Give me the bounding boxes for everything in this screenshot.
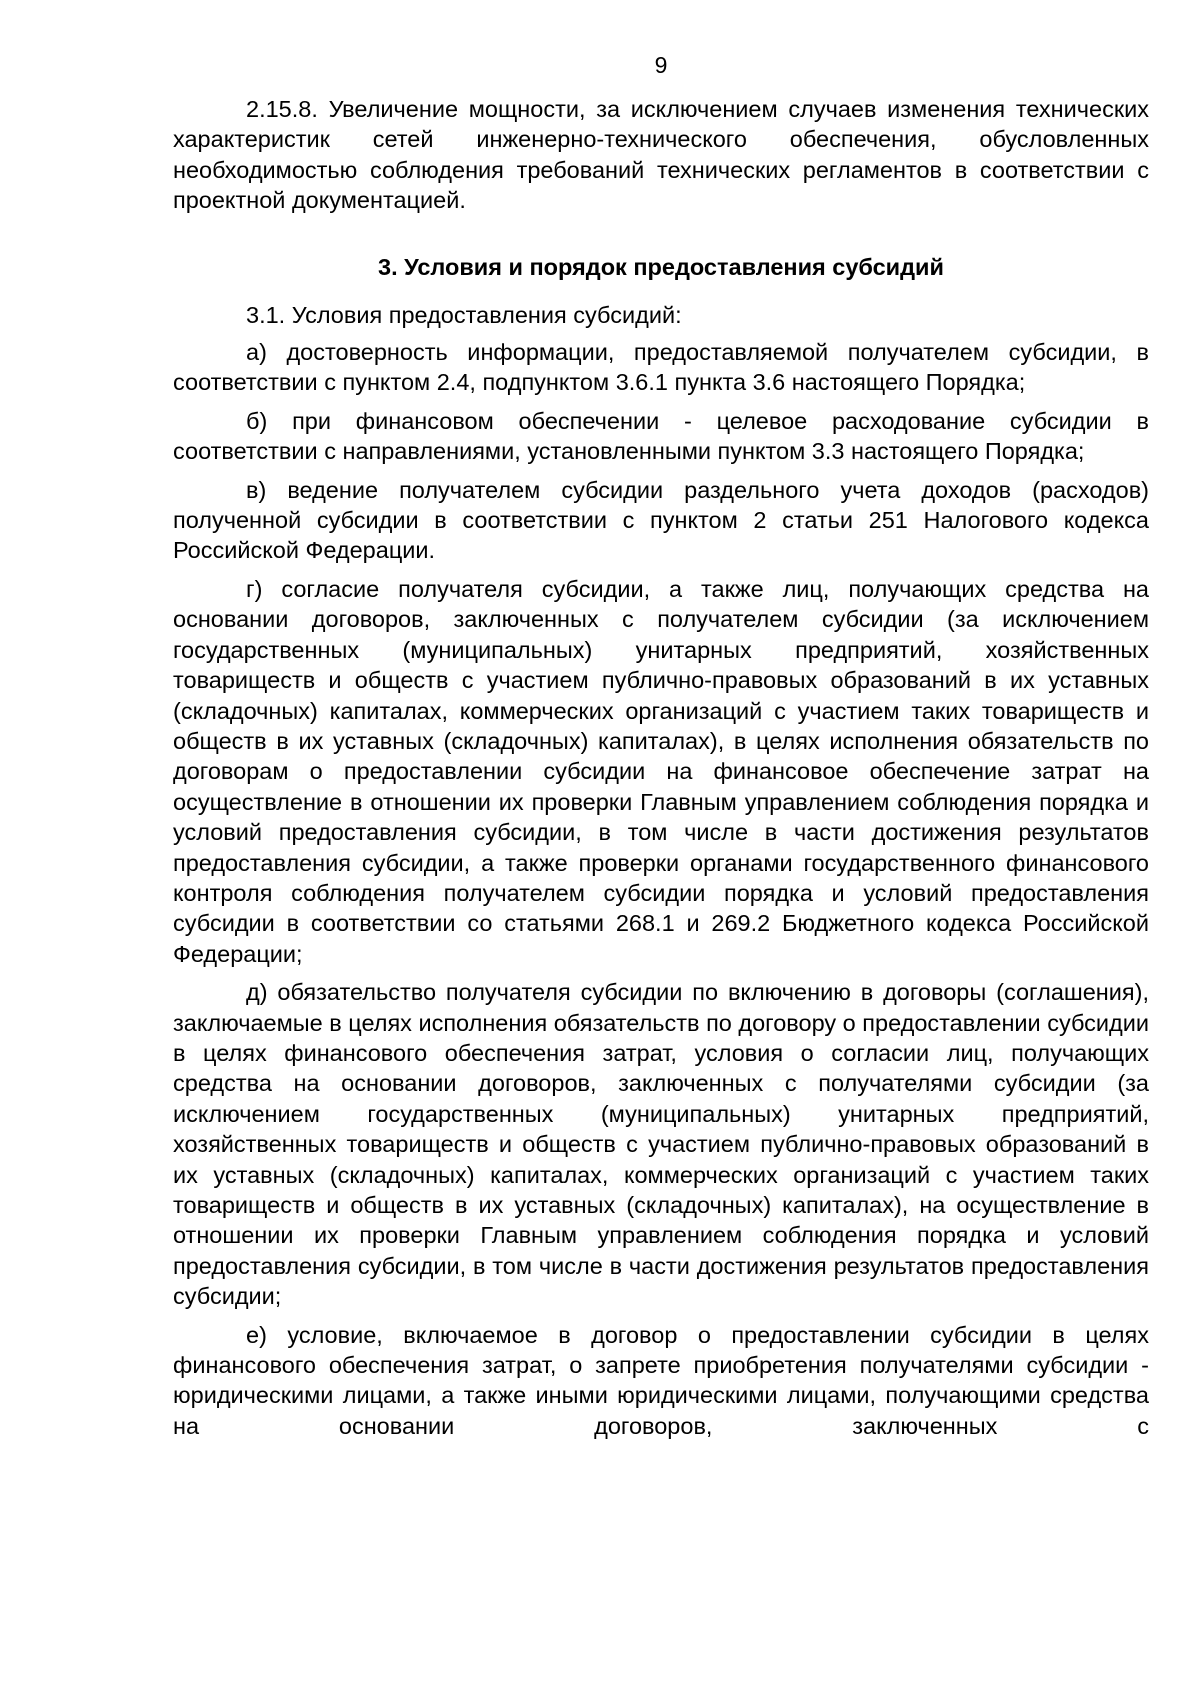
list-item-e: е) условие, включаемое в договор о предоставлении субсидии в целях финансового обеспечения затрат, о запрете приобретения получателями субсидии - юридическими лицами, а также иными юридическими лицами, получающими средства на основании договоров, заключенных с (173, 1321, 1149, 1439)
list-item-d: д) обязательство получателя субсидии по включению в договоры (соглашения), заключаемые в целях исполнения обязательств по договору о предоставлении субсидии в целях финансового обеспечения затрат, условия о согласии лиц, получающих средства на основании договоров, заключенных с получателями субсидии (за исключением государственных (муниципальных) унитарных предприятий, хозяйственных товариществ и обществ с участием публично-правовых образований в их уставных (складочных) капиталах, коммерческих организаций с участием таких товариществ и обществ в их уставных (складочных) капиталах), на осуществление в отношении их проверки Главным управлением соблюдения порядка и условий предоставления субсидии, в том числе в части достижения результатов предоставления субсидии; (173, 979, 1150, 1310)
list-item-a: а) достоверность информации, предоставляемой получателем субсидии, в соответствии с пунктом 2.4, подпунктом 3.6.1 пункта 3.6 настоящего Порядка; (173, 339, 1149, 396)
list-item-b: б) при финансовом обеспечении - целевое расходование субсидии в соответствии с направлениями, установленными пунктом 3.3 настоящего Порядка; (173, 407, 1149, 465)
section-3-heading: 3. Условия и порядок предоставления субсидий (378, 253, 944, 280)
paragraph-2-15-8: 2.15.8. Увеличение мощности, за исключением случаев изменения технических характеристик сетей инженерно-технического обеспечения, обусловленных необходимостью соблюдения требований технических регламентов в соответствии с проектной документацией. (173, 96, 1149, 214)
list-item-g: г) согласие получателя субсидии, а также лиц, получающих средства на основании договоров, заключенных с получателем субсидии (за исключением государственных (муниципальных) унитарных предприятий, хозяйственных товариществ и обществ с участием публично-правовых образований в их уставных (складочных) капиталах, коммерческих организаций с участием таких товариществ и обществ в их уставных (складочных) капиталах), в целях исполнения обязательств по договорам о предоставлении субсидии на финансовое обеспечение затрат на осуществление в отношении их проверки Главным управлением соблюдения порядка и условий предоставления субсидии, в том числе в части достижения результатов предоставления субсидии, а также проверки органами государственного финансового контроля соблюдения получателем субсидии порядка и условий предоставления субсидии в соответствии со статьями 268.1 и 269.2 Бюджетного кодекса Российской Федерации; (173, 575, 1149, 967)
document-page (173, 50, 1149, 1441)
list-item-v: в) ведение получателем субсидии раздельного учета доходов (расходов) полученной субсидии в соответствии с пунктом 2 статьи 251 Налогового кодекса Российской Федерации. (173, 476, 1149, 564)
page-number: 9 (654, 52, 668, 78)
paragraph-3-1: 3.1. Условия предоставления субсидий: (246, 301, 682, 328)
